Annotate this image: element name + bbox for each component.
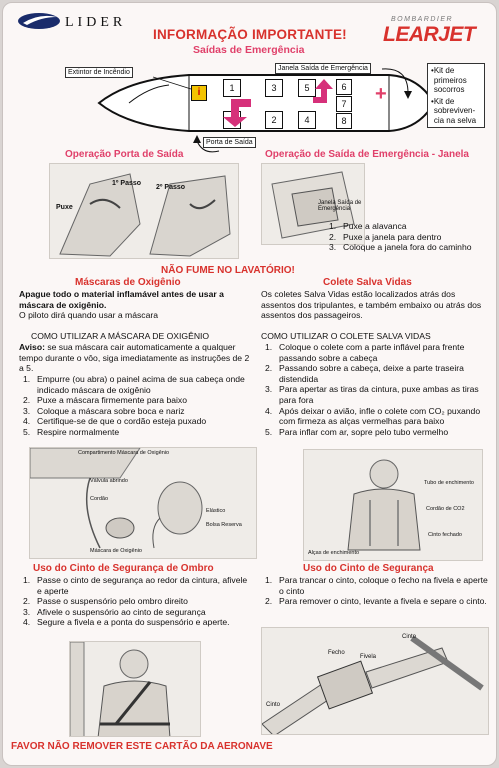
oxygen-photo-label: Bolsa Reserva [206,522,242,528]
seat-belt-step: 2. Para remover o cinto, levante a fivela e separe o cinto. [265,596,487,607]
window-step: 3. Coloque a janela fora do caminho [329,242,472,253]
oxygen-photo-label: Máscara de Oxigênio [90,548,142,554]
first-aid-icon: + [375,83,387,105]
oxygen-step: 2. Puxe a máscara firmemente para baixo [23,395,187,406]
maker-name: BOMBARDIER [391,16,454,23]
oxygen-photo-label: Cordão [90,496,109,502]
vest-photo-label: Cinto fechado [428,532,462,538]
oxygen-photo-label: Elástico [206,508,226,514]
shoulder-belt-steps [23,575,251,628]
life-vest-intro: Os coletes Salva Vidas estão localizados atrás dos assentos dos tripulantes, e também embaixo ou atrás dos assentos dos passageiros. [261,289,482,321]
no-smoking-notice: NÃO FUME NO LAVATÓRIO! [161,265,295,276]
oxygen-notice: Aviso: se sua máscara cair automaticamente a qualquer tempo durante o vôo, siga imediatamente as instruções de 2 a 5. [19,342,250,374]
seat-7: 7 [336,96,352,112]
seat-6: 6 [336,79,352,95]
oxygen-step: 4. Certifique-se de que o cordão esteja puxado [23,416,207,427]
seat-4: 4 [298,111,316,129]
shoulder-belt-step: 4. Segure a fivela e a ponta do suspensório e aperte. [23,617,230,628]
oxygen-photo-label: Válvula abrindo [90,478,128,484]
life-vest-step: 5. Para inflar com ar, sopre pelo tubo vermelho [265,426,449,437]
door-step-2: 2º Passo [156,184,186,191]
life-vest-section-title: Colete Salva Vidas [323,277,412,288]
shoulder-belt-photo [69,641,201,737]
vest-photo-label: Alças de enchimento [308,550,360,556]
belt-photo-label: Fivela [360,654,377,660]
belt-photo-label: Cinto [402,634,417,640]
seat-8: 8 [336,113,352,129]
shoulder-belt-step: 1. Passe o cinto de segurança ao redor da cintura, afivele e aperte [23,575,248,596]
door-operation-photo [49,163,239,259]
extinguisher-pointer [153,75,193,93]
seat-2b: 2 [265,111,283,129]
life-vest-step: 4. Após deixar o avião, infle o colete com CO₂ puxando com firmeza as alças vermelhas para baixo [265,405,481,427]
kit-first-aid: Kit de primeiros socorros [433,66,467,94]
door-exit-label: Porta de Saída [203,137,256,148]
life-vest-step: 2. Passando sobre a cabeça, deixe a parte traseira distendida [265,363,464,384]
door-curve-arrow [183,133,223,157]
oxygen-step: 3. Coloque a máscara sobre boca e nariz [23,405,185,416]
door-step-1: 1º Passo [112,180,142,187]
kit-pointer-arrow [378,63,418,103]
vest-photo-label: Cordão de CO2 [426,506,465,512]
life-vest-photo [303,449,483,561]
seat-3: 3 [265,79,283,97]
shoulder-belt-step: 3. Afivele o suspensório ao cinto de segurança [23,606,206,617]
oxygen-warning: Apague todo o material inflamável antes de usar a máscara de oxigênio. [19,289,224,310]
window-steps [329,221,497,253]
seat-belt-photo [261,627,489,735]
kit-box: • Kit de primeiros socorros • Kit de sobreviven- cia na selva [427,63,485,128]
door-section-title: Operação Porta de Saída [65,149,184,160]
oxygen-note: O piloto dirá quando usar a máscara [19,310,159,320]
extinguisher-label: Extintor de Incêndio [65,67,133,78]
window-exit-label: Janela Saída de Emergência [275,63,371,74]
life-vest-steps [265,342,489,437]
vest-photo-label: Tubo de enchimento [424,480,474,486]
shoulder-belt-section-title: Uso do Cinto de Segurança de Ombro [33,563,214,574]
door-exit-arrow-icon [217,95,257,129]
window-step: 1. Puxe a alavanca [329,221,407,231]
belt-photo-label: Fecho [328,650,345,656]
safety-card [2,2,497,766]
life-vest-step: 1. Coloque o colete com a parte inflável para frente passando sobre a cabeça [265,342,465,363]
page-title: INFORMAÇÃO IMPORTANTE! [153,27,347,42]
seat-belt-step: 1. Para trancar o cinto, coloque o fecho na fivela e aperte o cinto [265,575,488,596]
oxygen-howto-title: COMO UTILIZAR A MÁSCARA DE OXIGÊNIO [31,331,210,341]
oxygen-photo-label: Compartimento Máscara de Oxigênio [78,450,170,456]
seat-5: 5 [298,79,316,97]
life-vest-howto-title: COMO UTILIZAR O COLETE SALVA VIDAS [261,331,431,341]
extinguisher-icon: i [191,85,207,101]
oxygen-step: 5. Respire normalmente [23,426,120,437]
seat-belt-section-title: Uso do Cinto de Segurança [303,563,434,574]
model-name: LEARJET [383,23,476,46]
life-vest-step: 3. Para apertar as tiras da cintura, puxe ambas as tiras para fora [265,384,479,405]
window-step: 2. Puxe a janela para dentro [329,231,442,242]
oxygen-section-title: Máscaras de Oxigênio [75,277,181,288]
kit-survival: Kit de sobreviven- cia na selva [433,96,477,125]
page-subtitle: Saídas de Emergência [193,44,305,56]
window-photo-label: Janela Saída de Emergência [318,200,362,212]
brand-name: LIDER [65,15,127,30]
door-pull-label: Puxe [56,204,73,211]
window-section-title: Operação de Saída de Emergência - Janela [265,149,469,160]
window-exit-arrow-icon [309,77,341,107]
footer-notice: FAVOR NÃO REMOVER ESTE CARTÃO DA AERONAVE [11,741,273,752]
oxygen-steps [23,374,251,438]
belt-photo-label: Cinto [266,702,281,708]
seat-belt-steps [265,575,489,607]
lider-logo-icon [17,11,61,31]
oxygen-step: 1. Empurre (ou abra) o painel acima de sua cabeça onde indicado máscara de oxigênio [23,374,245,395]
oxygen-mask-photo [29,447,257,559]
seat-1: 1 [223,79,241,97]
shoulder-belt-step: 2. Passe o suspensório pelo ombro direito [23,596,188,607]
